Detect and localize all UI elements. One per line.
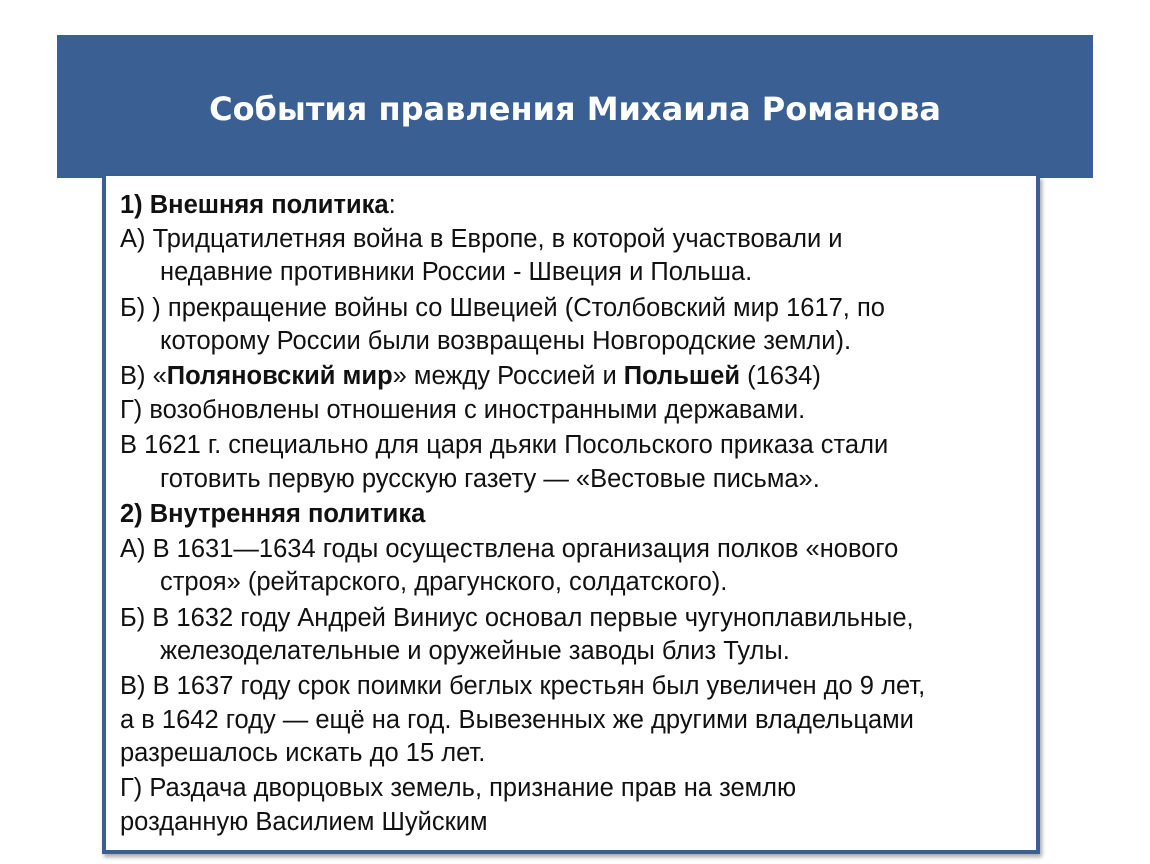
internal-item-v-line-3: разрешалось искать до 15 лет.: [120, 739, 486, 767]
external-item-v-line: [120, 360, 821, 392]
external-item-b-line-1: Б) ) прекращение войны со Швецией (Столбовский мир 1617, по: [120, 294, 885, 322]
internal-item-b-line-2: железоделательные и оружейные заводы близ Тулы.: [160, 637, 790, 665]
external-policy-heading: 1) Внешняя политика: [120, 191, 389, 219]
internal-item-a-line-2: строя» (рейтарского, драгунского, солдатского).: [160, 568, 728, 596]
internal-item-a-line-1: А) В 1631—1634 годы осуществлена организация полков «нового: [120, 535, 899, 563]
internal-item-g-line-1: Г) Раздача дворцовых земель, признание прав на землю: [120, 774, 797, 802]
internal-policy-heading: 2) Внутренняя политика: [120, 500, 426, 528]
content-box: [102, 176, 1040, 854]
newspaper-line-2: готовить первую русскую газету — «Вестовые письма».: [160, 465, 820, 493]
external-item-g-line: Г) возобновлены отношения с иностранными державами.: [120, 396, 806, 424]
external-policy-heading-line: [120, 189, 396, 221]
internal-item-g-line-2: розданную Василием Шуйским: [120, 808, 488, 836]
internal-policy-heading-line: [120, 498, 425, 530]
newspaper-line-1: В 1621 г. специально для царя дьяки Посольского приказа стали: [120, 431, 889, 459]
internal-item-v-line-1: В) В 1637 году срок поимки беглых крестьян был увеличен до 9 лет,: [120, 672, 926, 700]
external-item-a-line-1: А) Тридцатилетняя война в Европе, в которой участвовали и: [120, 225, 843, 253]
external-item-v-middle: » между Россией и: [392, 362, 624, 390]
external-item-b-line-2: которому России были возвращены Новгородские земли).: [160, 327, 852, 355]
internal-item-v-line-2: а в 1642 году — ещё на год. Вывезенных же другими владельцами: [120, 706, 914, 734]
polyanovsky-peace: Поляновский мир: [166, 362, 393, 390]
external-item-a-line-2: недавние противники России - Швеция и Польша.: [160, 258, 753, 286]
page-title: События правления Михаила Романова: [209, 90, 941, 128]
poland-label: Польшей: [623, 362, 741, 390]
external-item-v-year: (1634): [740, 362, 821, 390]
external-policy-heading-colon: :: [388, 191, 396, 219]
external-item-v-prefix: В) «: [120, 362, 167, 390]
internal-item-b-line-1: Б) В 1632 году Андрей Виниус основал первые чугуноплавильные,: [120, 604, 914, 632]
